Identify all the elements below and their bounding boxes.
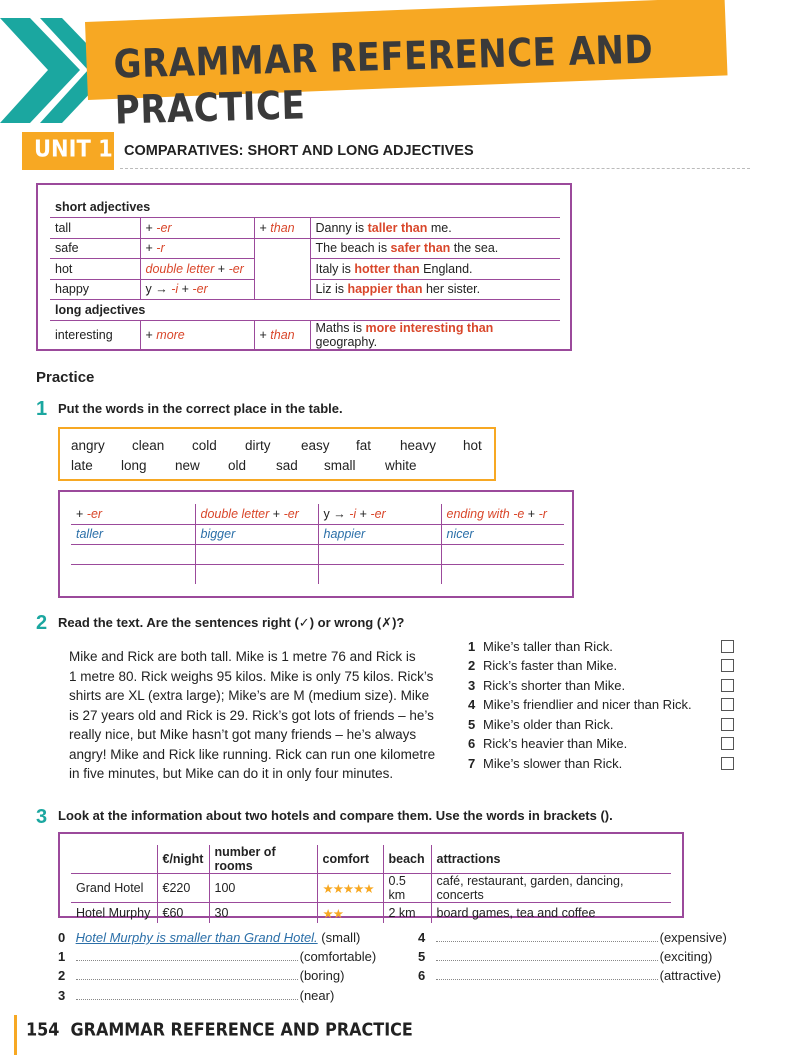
reading-text xyxy=(69,647,449,784)
example-answer: happier xyxy=(318,524,441,544)
page-title: GRAMMAR REFERENCE AND PRACTICE xyxy=(113,26,654,134)
answer-line[interactable]: 6 (attractive) xyxy=(418,968,722,983)
exercise-instruction: Read the text. Are the sentences right (✓) or wrong (✗)? xyxy=(58,615,405,630)
example: Maths is more interesting than geography. xyxy=(310,320,560,349)
star-rating-icon: ★★★★★ xyxy=(317,874,383,903)
example-answer: nicer xyxy=(441,524,564,544)
column-header: number of rooms xyxy=(209,845,317,874)
column-header: + -er xyxy=(71,504,195,524)
rule: y → -i + -er xyxy=(140,279,254,300)
example-answer: taller xyxy=(71,524,195,544)
answer-cell[interactable] xyxy=(318,564,441,584)
table-row xyxy=(50,279,560,300)
table-row xyxy=(50,218,560,239)
column-header: y → -i + -er xyxy=(318,504,441,524)
word: sad xyxy=(276,458,298,473)
example: Liz is happier than her sister. xyxy=(310,279,560,300)
column-header: beach xyxy=(383,845,431,874)
unit-label: UNIT 17 xyxy=(34,135,128,163)
text-line: angry! Mike and Rick like running. Rick can run one kilometre xyxy=(69,746,436,762)
answer-checkbox[interactable] xyxy=(721,698,734,711)
word-box xyxy=(58,427,496,481)
example: Italy is hotter than England. xyxy=(310,259,560,280)
answer-checkbox[interactable] xyxy=(721,737,734,750)
exercise-instruction: Put the words in the correct place in the table. xyxy=(58,401,343,416)
answer-checkbox[interactable] xyxy=(721,757,734,770)
long-adjectives-heading: long adjectives xyxy=(50,300,560,321)
text-line: really nice, but Mike hasn’t got many friends – he’s always xyxy=(69,727,417,742)
attractions: café, restaurant, garden, dancing, concerts xyxy=(431,874,671,903)
table-row xyxy=(71,903,671,924)
footer-accent xyxy=(14,1015,17,1055)
word: dirty xyxy=(245,438,271,453)
table-row xyxy=(50,259,560,280)
list-item: 1 Mike’s taller than Rick. xyxy=(468,639,613,654)
table-row xyxy=(50,320,560,349)
star-rating-icon: ★★ xyxy=(317,903,383,924)
beach-distance: 2 km xyxy=(383,903,431,924)
answer-line[interactable]: 2 (boring) xyxy=(58,968,345,983)
word: hot xyxy=(463,438,482,453)
list-item: 2 Rick’s faster than Mike. xyxy=(468,658,618,673)
answer-checkbox[interactable] xyxy=(721,640,734,653)
table-row xyxy=(71,524,564,544)
column-header: attractions xyxy=(431,845,671,874)
page-number: 154 xyxy=(26,1019,60,1040)
rule: + -r xyxy=(140,238,254,259)
text-line: is 27 years old and Rick is 29. Rick’s got lots of friends – he’s xyxy=(69,707,434,723)
exercise-number: 1 xyxy=(36,398,48,420)
answer-row xyxy=(71,564,564,584)
answer-line[interactable]: 1 (comfortable) xyxy=(58,949,377,964)
answer-row xyxy=(71,544,564,564)
rule: + -er xyxy=(140,218,254,239)
footer-title: GRAMMAR REFERENCE AND PRACTICE xyxy=(70,1019,413,1040)
column-header: €/night xyxy=(157,845,209,874)
list-item: 6 Rick’s heavier than Mike. xyxy=(468,736,628,751)
word: white xyxy=(385,458,417,473)
answer-checkbox[interactable] xyxy=(721,718,734,731)
adjective: happy xyxy=(50,279,140,300)
adjective: tall xyxy=(50,218,140,239)
example-answer: bigger xyxy=(195,524,318,544)
short-adjectives-heading: short adjectives xyxy=(50,197,560,218)
unit-title: COMPARATIVES: SHORT AND LONG ADJECTIVES xyxy=(124,143,474,159)
answer-cell[interactable] xyxy=(195,564,318,584)
than-cell: + than xyxy=(254,218,310,239)
word: fat xyxy=(356,438,372,453)
practice-heading: Practice xyxy=(36,369,95,386)
word: long xyxy=(121,458,147,473)
attractions: board games, tea and coffee xyxy=(431,903,671,924)
answer-line[interactable]: 5 (exciting) xyxy=(418,949,713,964)
column-header: ending with -e + -r xyxy=(441,504,564,524)
adjective: hot xyxy=(50,259,140,280)
grammar-table xyxy=(50,197,560,349)
table-row xyxy=(50,238,560,259)
list-item: 5 Mike’s older than Rick. xyxy=(468,717,614,732)
word: cold xyxy=(192,438,217,453)
grammar-reference-box xyxy=(36,183,572,351)
rooms: 100 xyxy=(209,874,317,903)
answer-cell[interactable] xyxy=(195,544,318,564)
answer-line[interactable]: 4 (expensive) xyxy=(418,930,727,945)
rooms: 30 xyxy=(209,903,317,924)
exercise-number: 3 xyxy=(36,806,48,828)
sorting-table-box xyxy=(58,490,574,598)
beach-distance: 0.5 km xyxy=(383,874,431,903)
table-header-row xyxy=(71,504,564,524)
divider xyxy=(120,168,750,169)
answer-line[interactable]: 3 (near) xyxy=(58,988,335,1003)
table-row xyxy=(71,874,671,903)
column-header: comfort xyxy=(317,845,383,874)
word: late xyxy=(71,458,93,473)
example: The beach is safer than the sea. xyxy=(310,238,560,259)
example-sentence: 0 Hotel Murphy is smaller than Grand Hotel. (small) xyxy=(58,930,361,945)
text-line: shirts are XL (extra large); Mike’s are M (medium size). Mike xyxy=(69,688,430,703)
hotel-table-box xyxy=(58,832,684,921)
list-item: 7 Mike’s slower than Rick. xyxy=(468,756,623,771)
word: small xyxy=(324,458,356,473)
sorting-table xyxy=(71,504,564,584)
answer-cell[interactable] xyxy=(71,544,195,564)
word: easy xyxy=(301,438,330,453)
price: €60 xyxy=(157,903,209,924)
table-header-row xyxy=(71,845,671,874)
hotel-name: Hotel Murphy xyxy=(76,906,151,920)
example: Danny is taller than me. xyxy=(310,218,560,239)
hotel-name: Grand Hotel xyxy=(71,874,157,903)
text-line: 1 metre 80. Rick weighs 95 kilos. Mike is only 75 kilos. Rick’s xyxy=(69,668,434,684)
exercise-number: 2 xyxy=(36,612,48,634)
page-footer xyxy=(26,1019,413,1040)
word: old xyxy=(228,458,247,473)
hotel-table xyxy=(71,845,671,923)
word: new xyxy=(175,458,200,473)
word: angry xyxy=(71,438,105,453)
exercise-instruction: Look at the information about two hotels and compare them. Use the words in brackets (). xyxy=(58,808,613,823)
answer-cell[interactable] xyxy=(71,564,195,584)
price: €220 xyxy=(157,874,209,903)
answer-cell[interactable] xyxy=(441,564,564,584)
column-header: double letter + -er xyxy=(195,504,318,524)
answer-checkbox[interactable] xyxy=(721,659,734,672)
list-item: 3 Rick’s shorter than Mike. xyxy=(468,678,626,693)
answer-checkbox[interactable] xyxy=(721,679,734,692)
word: clean xyxy=(132,438,165,453)
answer-cell[interactable] xyxy=(441,544,564,564)
text-line: Mike and Rick are both tall. Mike is 1 metre 76 and Rick is xyxy=(69,649,416,664)
word: heavy xyxy=(400,438,437,453)
list-item: 4 Mike’s friendlier and nicer than Rick. xyxy=(468,697,692,712)
adjective: safe xyxy=(50,238,140,259)
text-line: in five minutes, but Mike can do it in only four minutes. xyxy=(69,766,394,781)
rule: double letter + -er xyxy=(140,259,254,280)
adjective: interesting xyxy=(55,327,113,342)
than-cell: + than xyxy=(254,320,310,349)
answer-cell[interactable] xyxy=(318,544,441,564)
rule: + more xyxy=(140,320,254,349)
